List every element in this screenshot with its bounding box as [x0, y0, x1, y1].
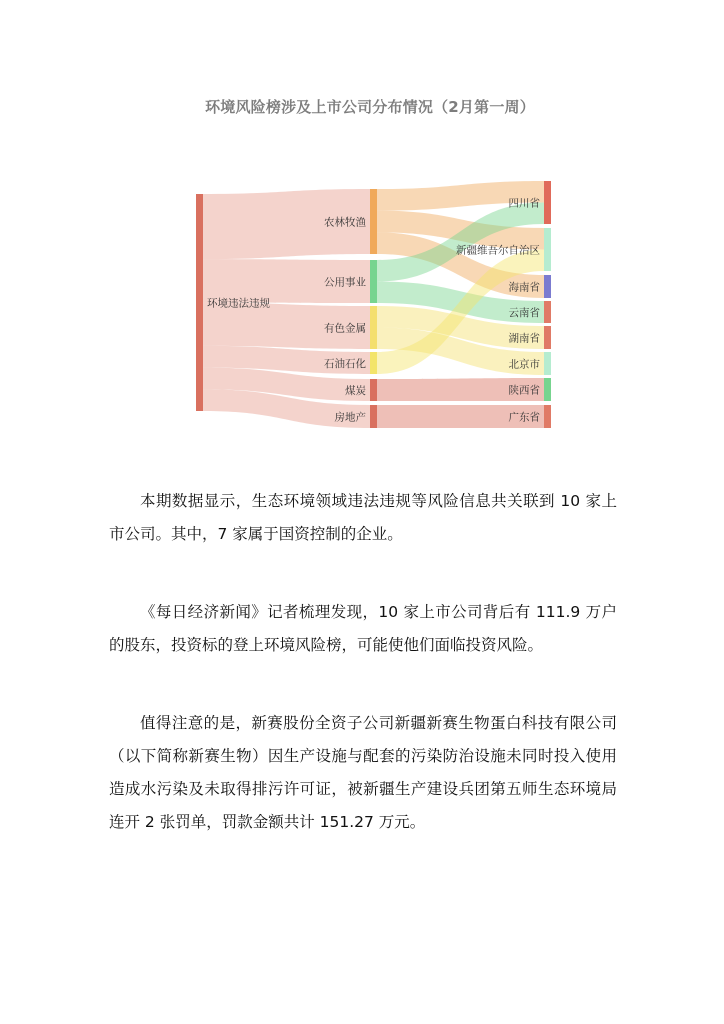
sankey-label-level2-5: 煤炭 — [345, 385, 366, 397]
sankey-node-level2-4 — [370, 352, 377, 374]
sankey-label-level2-6: 房地产 — [334, 411, 366, 424]
sankey-node-level2-3 — [370, 306, 377, 349]
sankey-label-level3-8: 广东省 — [508, 411, 540, 424]
sankey-chart — [0, 0, 724, 470]
sankey-node-level2-1 — [370, 189, 377, 254]
sankey-node-level2-2 — [370, 260, 377, 303]
paragraph-1: 本期数据显示，生态环境领域违法违规等风险信息共关联到 10 家上市公司。其中，7 家属于国资控制的企业。 — [109, 492, 617, 543]
paragraph-2: 《每日经济新闻》记者梳理发现，10 家上市公司背后有 111.9 万户的股东，投资标的登上环境风险榜，可能使他们面临投资风险。 — [109, 603, 617, 654]
chart-title: 环境风险榜涉及上市公司分布情况（2月第一周） — [205, 98, 535, 116]
sankey-label-level3-7: 陕西省 — [508, 384, 540, 397]
sankey-label-level3-6: 北京市 — [508, 358, 540, 371]
sankey-node-level1-1 — [196, 194, 203, 411]
sankey-label-level3-5: 湖南省 — [508, 332, 540, 345]
sankey-node-level2-5 — [370, 379, 377, 401]
sankey-node-level3-8 — [544, 405, 551, 428]
sankey-node-level3-1 — [544, 181, 551, 224]
sankey-label-level2-3: 有色金属 — [324, 322, 366, 335]
sankey-label-level2-2: 公用事业 — [324, 276, 366, 289]
sankey-label-level2-4: 石油石化 — [324, 358, 366, 370]
sankey-label-level1-1: 环境违法违规 — [207, 297, 270, 310]
sankey-node-level3-3 — [544, 275, 551, 298]
sankey-label-level2-1: 农林牧渔 — [324, 216, 366, 229]
sankey-node-level3-6 — [544, 352, 551, 375]
sankey-node-level3-2 — [544, 228, 551, 271]
sankey-node-level2-6 — [370, 405, 377, 428]
sankey-node-level3-7 — [544, 378, 551, 401]
sankey-node-level3-4 — [544, 301, 551, 323]
sankey-label-level3-4: 云南省 — [508, 307, 540, 319]
paragraph-3: 值得注意的是，新赛股份全资子公司新疆新赛生物蛋白科技有限公司（以下简称新赛生物）因生产设施与配套的污染防治设施未同时投入使用造成水污染及未取得排污许可证，被新疆生产建设兵团第五师生态环境局连开 2 张罚单，罚款金额共计 151.27 万元。 — [109, 714, 617, 831]
sankey-label-level3-2: 新疆维吾尔自治区 — [456, 244, 540, 257]
sankey-label-level3-3: 海南省 — [508, 281, 540, 294]
sankey-node-level3-5 — [544, 326, 551, 349]
sankey-label-level3-1: 四川省 — [508, 197, 540, 210]
